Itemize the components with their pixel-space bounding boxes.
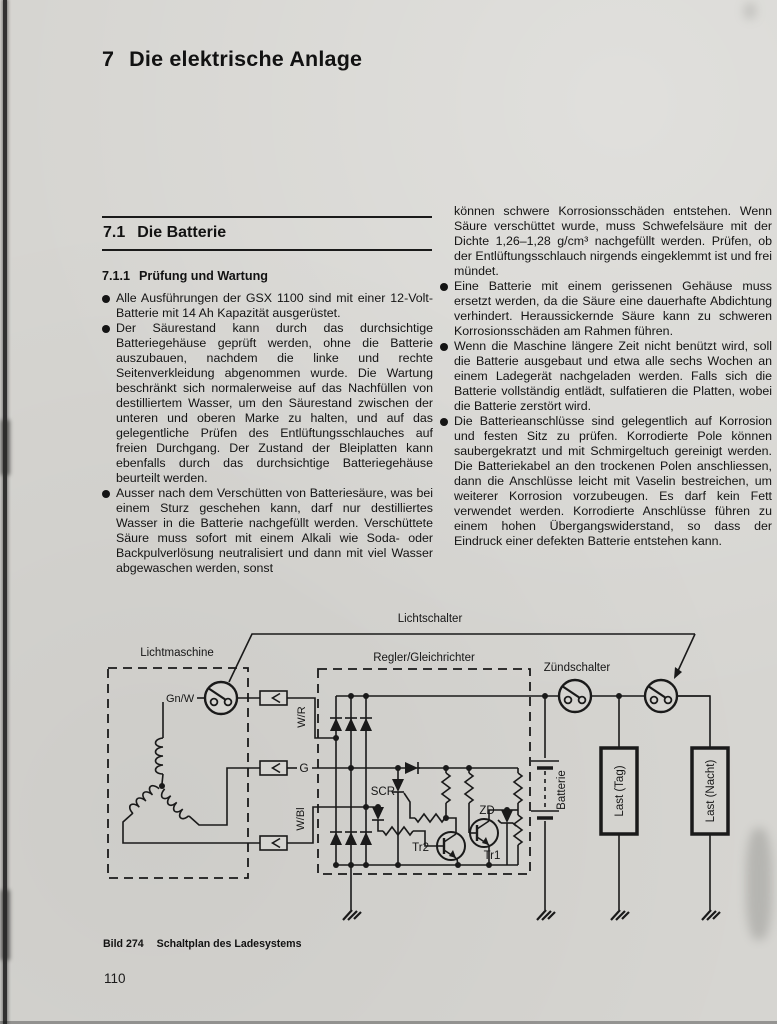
regulator-label: Regler/Gleichrichter — [373, 652, 475, 664]
chapter-number: 7 — [102, 47, 115, 71]
wire-label-gnw: Gn/W — [166, 693, 195, 705]
bullet-icon — [102, 325, 110, 333]
bullet-icon — [440, 343, 448, 351]
ignition-switch-icon — [559, 680, 591, 712]
bullet-icon — [440, 283, 448, 291]
subsection-number: 7.1.1 — [102, 269, 131, 283]
bullet-icon — [440, 418, 448, 426]
figure-caption-text: Schaltplan des Ladesystems — [156, 938, 302, 950]
figure-caption — [103, 938, 301, 950]
alternator-label: Lichtmaschine — [140, 647, 214, 659]
charging-system-schematic — [95, 605, 777, 955]
chapter-title: Die elektrische Anlage — [129, 47, 363, 71]
subsection-heading — [102, 269, 268, 283]
bullet-text: Die Batterieanschlüsse sind gelegentlich auf Korrosion und festen Sitz zu prüfen. Korrodierte Pole können saubergekratzt und mit Schmirgeltuch gereinigt werden. Die Batteriekabel an den trockenen Polen anschliessen, dann die Anschlüsse leicht mit Vaselin bestreichen, um weiterer Korrosion vorzubeugen. Es darf kein Fett verwendet werden. Korrodierte Anschlüsse führen zu einem hohen Übergangswiderstand, so dass der Eindruck einer defekten Batterie entstehen kann. — [454, 414, 772, 548]
battery-label: Batterie — [556, 770, 568, 810]
light-switch-label: Lichtschalter — [397, 613, 463, 625]
bullet-text: Eine Batterie mit einem gerissenen Gehäuse muss ersetzt werden, da die Säure eine dauerhafte Abdichtung verhindert. Heraussickernde Säure kann zu schweren Korrosionsschäden am Rahmen führen. — [454, 279, 772, 338]
list-item — [102, 321, 433, 486]
stator-winding — [123, 702, 260, 843]
light-switch-pointer — [229, 613, 695, 682]
section-heading-block — [102, 216, 432, 251]
wire-label-g: G — [299, 761, 309, 775]
regulator-internals — [371, 762, 522, 865]
bullet-text: Ausser nach dem Verschütten von Batteriesäure, was bei einem Sturz geschehen kann, darf nur destilliertes Wasser in die Batterie nachgefüllt werden. Verschüttete Säure muss sofort mit einem Alkali wie Soda- oder Backpulverlösung neutralisiert und dann mit viel Wasser abgewaschen werden, sonst — [116, 486, 433, 575]
bullet-text: Der Säurestand kann durch das durchsichtige Batteriegehäuse geprüft werden, ohne die Batterie auszubauen, nachdem die linke und rechte Seitenverkleidung abgenommen wurde. Die Wartung beschränkt sich normalerweise auf das Nachfüllen von destilliertem Wasser, um den Säurestand zwischen der unteren und oberen Marke zu halten, und auf das gelegentliche Prüfen des Entlüftungsschlauches auf freien Durchgang. Der Zustand der Bleiplatten kann ebenfalls durch das durchsichtige Batteriegehäuse beurteilt werden. — [116, 321, 433, 485]
wire-label-wr: W/R — [296, 706, 308, 728]
scan-spine-edge — [3, 0, 7, 1024]
subsection-title: Prüfung und Wartung — [139, 269, 268, 283]
continuation-text: können schwere Korrosionsschäden entstehen. Wenn Säure verschüttet wurde, muss Schwefelsäure mit der Dichte 1,26–1,28 g/cm³ nachgefüllt werden. Prüfen, ob der Entlüftungsschlauch nirgends eingeklemmt ist und frei mündet. — [454, 204, 772, 278]
load-night-label: Last (Nacht) — [705, 759, 717, 823]
page-number: 110 — [104, 971, 126, 986]
tr2-label: Tr2 — [412, 842, 429, 854]
connector-icon — [260, 691, 287, 705]
bullet-text: Wenn die Maschine längere Zeit nicht benützt wird, soll die Batterie ausgebaut und etwa alle sechs Wochen an einem Ladegerät nachgeladen werden. Falls sich die Batterie vollständig entlädt, sulfatieren die Platten, wobei die Batterie zerstört wird. — [454, 339, 772, 413]
list-item — [102, 486, 433, 576]
zd-label: ZD — [479, 805, 495, 817]
scr-label: SCR — [370, 786, 395, 798]
load-day-label: Last (Tag) — [614, 765, 626, 817]
junction-dots — [333, 693, 622, 868]
scan-mark — [1, 420, 10, 475]
load-night — [677, 696, 728, 920]
battery — [531, 696, 568, 920]
section-title: Die Batterie — [137, 224, 227, 241]
tr1-label: Tr1 — [483, 850, 501, 862]
ignition-switch-label: Zündschalter — [543, 662, 611, 674]
right-column — [440, 204, 772, 549]
wire-label-wbl: W/Bl — [295, 807, 307, 831]
chapter-heading — [102, 47, 362, 72]
light-switch-1-icon — [205, 682, 237, 714]
scan-smudge — [744, 3, 756, 19]
bullet-icon — [102, 490, 110, 498]
list-item — [440, 414, 772, 549]
left-column — [102, 291, 433, 576]
figure-caption-label: Bild 274 — [103, 938, 144, 950]
connector-icon — [260, 761, 287, 775]
load-day — [601, 696, 637, 920]
list-item — [440, 339, 772, 414]
bullet-text: Alle Ausführungen der GSX 1100 sind mit einer 12-Volt-Batterie mit 14 Ah Kapazität ausgerüstet. — [116, 291, 433, 320]
list-item — [102, 291, 433, 321]
list-item — [440, 279, 772, 339]
scan-mark — [1, 890, 10, 960]
connector-icon — [260, 836, 287, 850]
section-number: 7.1 — [103, 224, 126, 241]
light-switch-2-icon — [645, 680, 677, 712]
bullet-icon — [102, 295, 110, 303]
